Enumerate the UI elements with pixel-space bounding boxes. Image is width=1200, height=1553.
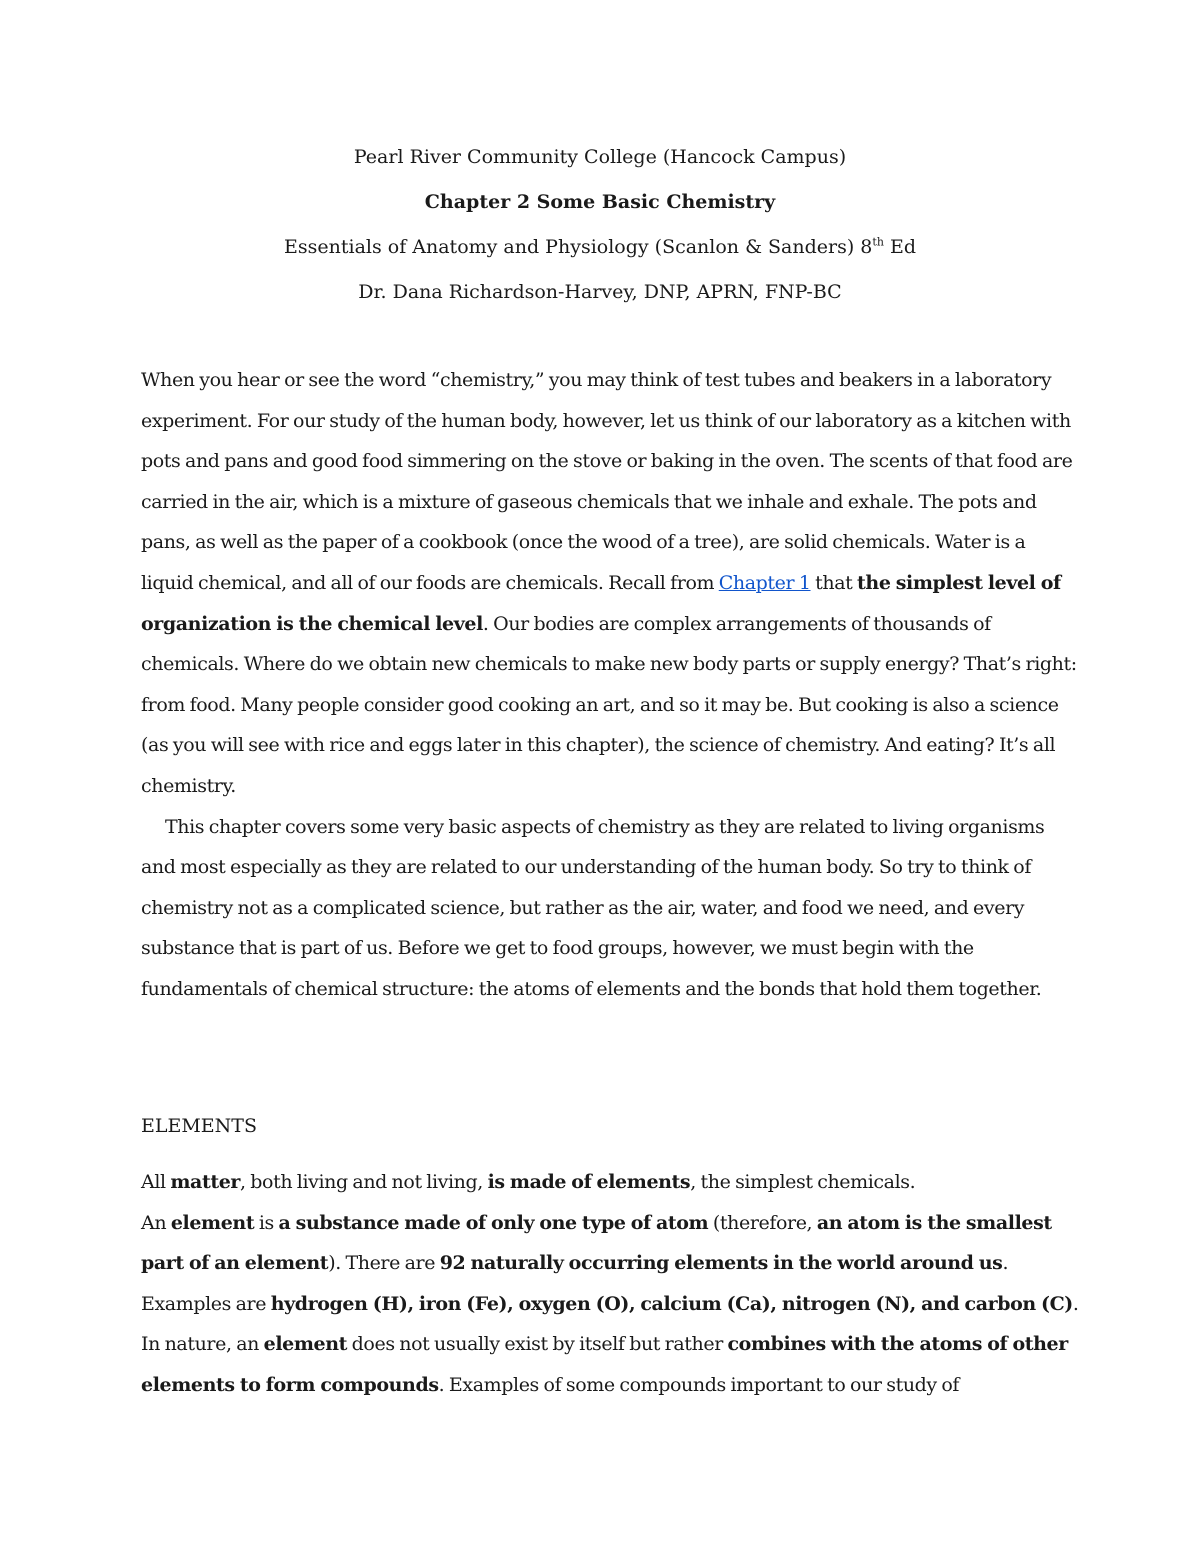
elements-emphasis: hydrogen (H), iron (Fe), oxygen (O), calcium (Ca), nitrogen (N), and carbon (C) (270, 1292, 1073, 1315)
elements-text: (therefore, (708, 1211, 817, 1234)
intro-text: When you hear or see the word “chemistry,” you may think of test tubes and beakers in a laboratory experiment. For our study of the human body, however, let us think of our laboratory as a kitchen with pots and pans and good food simmering on the stove or baking in the oven. The scents of that food are carried in the air, which is a mixture of gaseous chemicals that we inhale and exhale. The pots and pans, as well as the paper of a cookbook (once the wood of a tree), are solid chemicals. Water is a liquid chemical, and all of our foods are chemicals. Recall from (141, 369, 1073, 594)
intro-text: that (810, 571, 858, 594)
elements-paragraph-2 (141, 1203, 1081, 1406)
elements-text: , both living and not living, (240, 1171, 488, 1193)
elements-emphasis: a substance made of only one type of atom (278, 1211, 709, 1234)
textbook-reference (0, 228, 1200, 273)
edition-superscript: th (872, 235, 884, 249)
intro-paragraph-2: This chapter covers some very basic aspects of chemistry as they are related to living organisms and most especially as they are related to our understanding of the human body. So try to think of chemistry not as a complicated science, but rather as the air, water, and food we need, and every substance that is part of us. Before we get to food groups, however, we must begin with the fundamentals of chemical structure: the atoms of elements and the bonds that hold them together. (141, 815, 1045, 1000)
college-name: Pearl River Community College (Hancock Campus) (353, 146, 847, 168)
elements-text: does not usually exist by itself but rather (347, 1333, 728, 1356)
elements-emphasis: element (170, 1211, 255, 1234)
intro-section (141, 360, 1081, 1010)
elements-text: , the simplest chemicals. (690, 1171, 916, 1193)
document-header (0, 138, 1200, 318)
elements-text: An (141, 1211, 171, 1234)
textbook-title: Essentials of Anatomy and Physiology (Scanlon & Sanders) 8 (284, 236, 873, 258)
elements-text: . Examples of some compounds important to our study of (438, 1373, 960, 1396)
chapter-title: Chapter 2 Some Basic Chemistry (424, 191, 776, 213)
elements-text: . In nature, an (141, 1292, 1079, 1356)
elements-text: . Examples are (141, 1252, 1009, 1315)
intro-emphasis: the simplest level of organization is the chemical level (141, 571, 1061, 635)
elements-emphasis: combines with the atoms of other elements to form compounds (141, 1333, 1068, 1396)
elements-emphasis: element (263, 1333, 348, 1356)
edition-label: Ed (883, 236, 916, 258)
elements-emphasis: matter (170, 1171, 240, 1193)
section-heading-elements: ELEMENTS (141, 1115, 257, 1137)
author-line: Dr. Dana Richardson-Harvey, DNP, APRN, FNP-BC (358, 281, 842, 303)
intro-paragraph-1 (141, 360, 1081, 807)
elements-text: All (141, 1171, 171, 1193)
intro-text: . Our bodies are complex arrangements of thousands of chemicals. Where do we obtain new chemicals to make new body parts or supply energy? That’s right: from food. Many people consider good cooking an art, and so it may be. But cooking is also a science (as you will see with rice and eggs later in this chapter), the science of chemistry. And eating? It’s all chemistry. (141, 612, 1077, 797)
elements-text: is (254, 1211, 279, 1234)
elements-emphasis: is made of elements (487, 1171, 691, 1193)
elements-line-1 (141, 1162, 1081, 1203)
chapter-1-link[interactable]: Chapter 1 (718, 571, 811, 594)
elements-section (141, 1162, 1081, 1406)
elements-emphasis: 92 naturally occurring elements in the world around us (439, 1252, 1003, 1275)
elements-emphasis: an atom is the smallest part of an element (141, 1211, 1052, 1275)
elements-text: ). There are (328, 1252, 440, 1275)
